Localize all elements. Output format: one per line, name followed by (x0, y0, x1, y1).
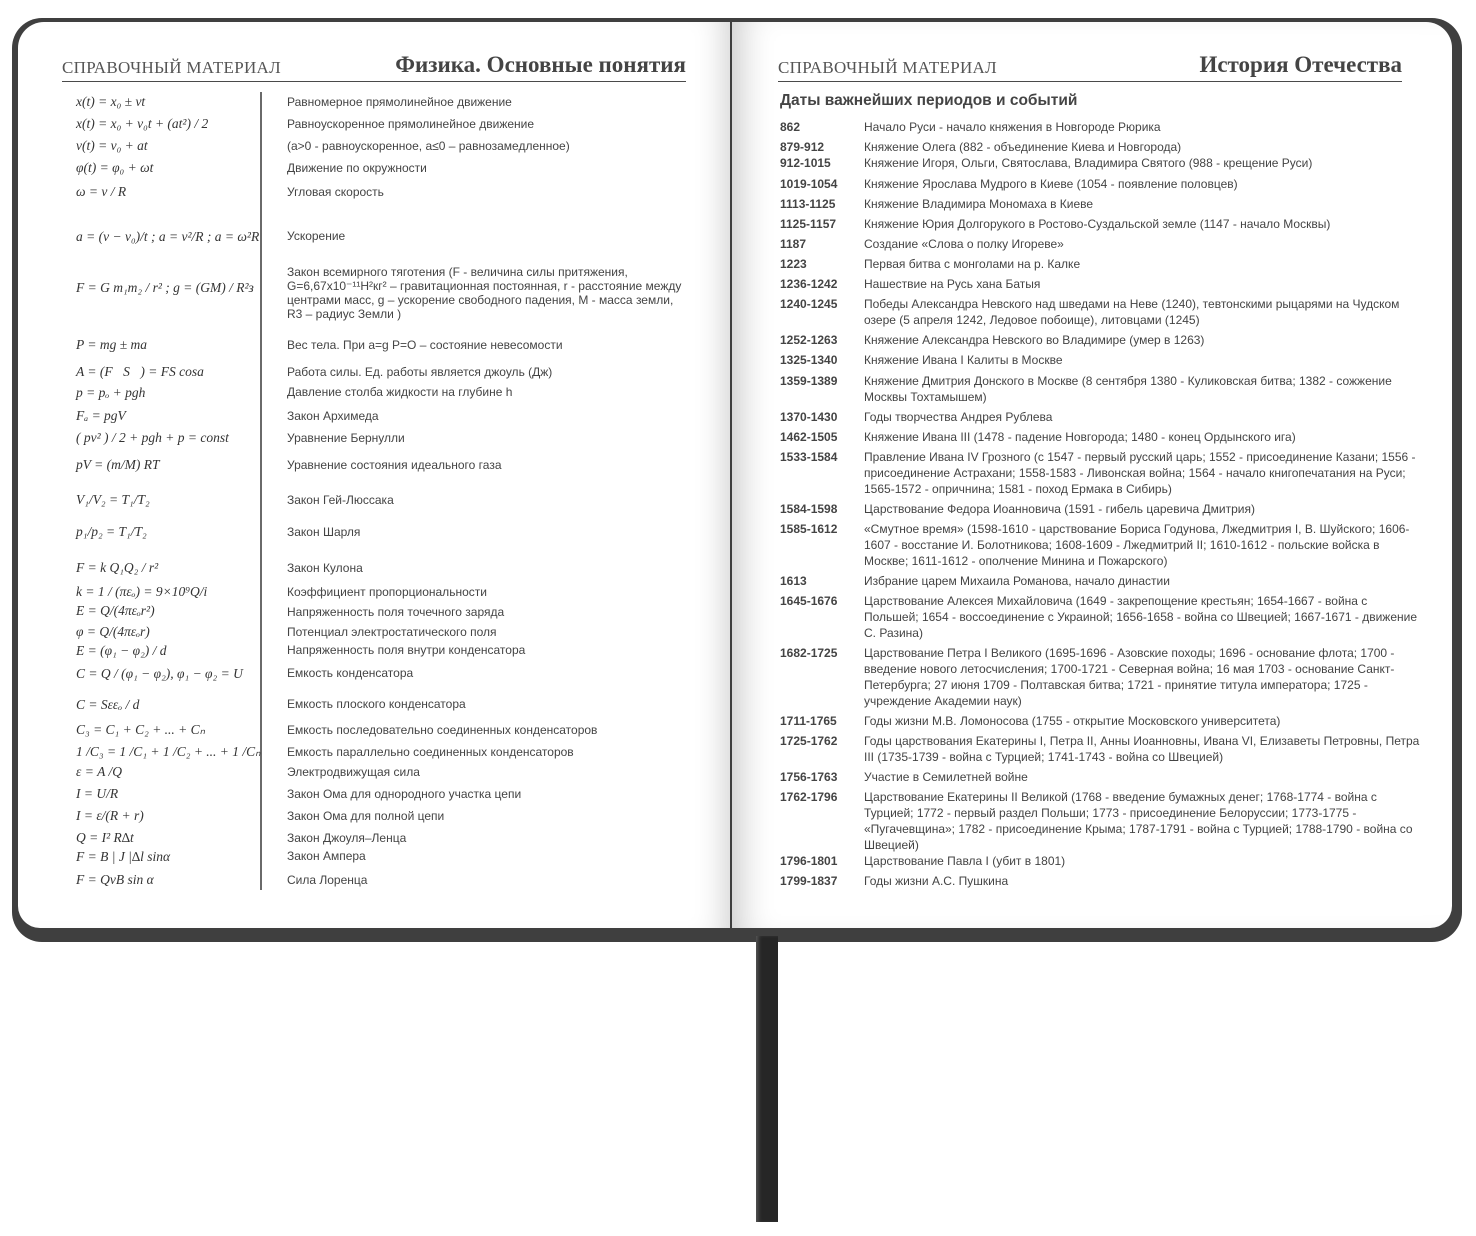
event-text: Княжение Игоря, Ольги, Святослава, Владимира Святого (988 - крещение Руси) (864, 156, 1313, 170)
formula-description: Коэффициент пропорциональности (287, 585, 487, 599)
event-text: Царствование Петра I Великого (1695-1696 - Азовские походы; 1696 - основание флота; 1700 - введение нового летосчисления; 1700-1721 - Северная война; 16 мая 1703 - основание Санкт-Петербурга; 27 июня 1709 - Полтавская битва; 1721 - принятие титула императора; 1725 - учреждение Академии наук) (864, 646, 1395, 708)
formula-description: Вес тела. При a=g P=O – состояние невесомости (287, 338, 563, 352)
formula-description: Закон Гей-Люссака (287, 493, 394, 507)
event-year: 1533-1584 (780, 450, 838, 464)
formula: F = k Q₁Q₂ / r² (76, 560, 159, 575)
formula: 1 /C₃ = 1 /C₁ + 1 /C₂ + ... + 1 /Cₙ (76, 744, 261, 759)
formula: I = ε/(R + r) (76, 808, 144, 823)
formula: C = Sεεₒ / d (76, 697, 140, 712)
event-text: Победы Александра Невского над шведами на Неве (1240), тевтонскими рыцарями на Чудском озере (5 апреля 1242, Ледовое побоище), литовцами (1245) (864, 297, 1400, 327)
formula-description: Закон Ампера (287, 849, 366, 863)
formula: Q = I² R∆t (76, 830, 134, 845)
formula-description: Сила Лоренца (287, 873, 368, 887)
formula-description: Напряженность поля точечного заряда (287, 605, 505, 619)
formula: P = mg ± ma (76, 337, 148, 352)
formula-description: Равноускоренное прямолинейное движение (287, 117, 535, 131)
formula: ω = v / R (76, 184, 127, 199)
event-text: Годы творчества Андрея Рублева (864, 410, 1053, 424)
formula: x(t) = x₀ ± vt (76, 94, 146, 109)
formula-description: Емкость последовательно соединенных конденсаторов (287, 723, 598, 737)
event-text: Годы царствования Екатерины I, Петра II, Анны Иоанновны, Ивана VI, Елизаветы Петровны, Петра III (1735-1739 - война с Турцией; 1741-1743 - война со Швецией) (864, 734, 1420, 764)
event-text: Годы жизни А.С. Пушкина (864, 874, 1009, 888)
formula-description: Закон Шарля (287, 525, 361, 539)
event-year: 1796-1801 (780, 854, 838, 868)
event-year: 879-912 (780, 140, 825, 154)
event-text: Годы жизни М.В. Ломоносова (1755 - открытие Московского университета) (864, 714, 1281, 728)
event-year: 1187 (780, 237, 807, 251)
event-year: 1236-1242 (780, 277, 838, 291)
event-text: Княжение Юрия Долгорукого в Ростово-Суздальской земле (1147 - начало Москвы) (864, 217, 1331, 231)
formula: ε = A /Q (76, 764, 123, 779)
event-year: 862 (780, 120, 801, 134)
event-year: 1799-1837 (780, 874, 838, 888)
formula-description: Напряженность поля внутри конденсатора (287, 643, 526, 657)
event-year: 1113-1125 (780, 197, 836, 211)
formula: ( pv² ) / 2 + pgh + p = const (76, 430, 229, 445)
formula: p₁/p₂ = T₁/T₂ (76, 524, 147, 539)
left-page-physics (18, 22, 730, 928)
formula-description: Электродвижущая сила (287, 765, 420, 779)
formula: a = (v − v₀)/t ; a = v²/R ; a = ω²R (76, 229, 260, 244)
event-text: Царствование Алексея Михайловича (1649 - закрепощение крестьян; 1654-1667 - война с Польшей; 1654 - воссоединение с Украиной; 1656-1658 - война со Швецией; 1667-1671 - движение С. Разина) (864, 594, 1418, 640)
event-text: Правление Ивана IV Грозного (с 1547 - первый русский царь; 1552 - присоединение Казани; 1556 - присоединение Астрахани; 1558-1583 - Ливонская война; 1564 - начало книгопечатания на Руси; 1565-1572 - опричнина; 1581 - поход Ермака в Сибирь) (864, 450, 1416, 496)
formula: E = (φ₁ − φ₂) / d (76, 643, 167, 658)
event-year: 912-1015 (780, 156, 831, 170)
event-year: 1762-1796 (780, 790, 838, 804)
column-divider (260, 92, 262, 890)
event-text: Царствование Федора Иоанновича (1591 - гибель царевича Дмитрия) (864, 502, 1255, 516)
event-year: 1370-1430 (780, 410, 838, 424)
formula: pV = (m/M) RT (76, 457, 160, 472)
formula-description: Давление столба жидкости на глубине h (287, 385, 513, 399)
event-year: 1019-1054 (780, 177, 838, 191)
formula-description: Закон всемирного тяготения (F - величина силы притяжения, G=6,67x10⁻¹¹Н²кг² – гравитационная постоянная, r - расстояние между центрами масс, g – ускорение свободного падения, M - масса земли, R3 – радиус Земли ) (287, 265, 682, 321)
event-year: 1711-1765 (780, 714, 837, 728)
event-year: 1240-1245 (780, 297, 838, 311)
formula: k = 1 / (πεₒ) = 9×10⁹Q/i (76, 584, 208, 599)
event-text: Начало Руси - начало княжения в Новгороде Рюрика (864, 120, 1161, 134)
event-text: Участие в Семилетней войне (864, 770, 1028, 784)
event-text: Княжение Олега (882 - объединение Киева и Новгорода) (864, 140, 1182, 154)
formula-description: Закон Архимеда (287, 409, 379, 423)
formula: E = Q/(4πεₒr²) (76, 603, 155, 618)
event-year: 1756-1763 (780, 770, 838, 784)
formula: v(t) = v₀ + at (76, 138, 148, 153)
event-text: Княжение Александра Невского во Владимире (умер в 1263) (864, 333, 1205, 347)
formula-description: Ускорение (287, 229, 346, 243)
right-header-subtitle: СПРАВОЧНЫЙ МАТЕРИАЛ (778, 58, 997, 77)
formula-description: Потенциал электростатического поля (287, 625, 497, 639)
event-year: 1645-1676 (780, 594, 838, 608)
event-year: 1125-1157 (780, 217, 837, 231)
formula: F = G m₁m₂ / r² ; g = (GM) / R²з (76, 280, 254, 295)
formula-description: Емкость параллельно соединенных конденсаторов (287, 745, 574, 759)
event-year: 1325-1340 (780, 353, 838, 367)
formula: p = pₒ + pgh (76, 385, 146, 400)
event-year: 1725-1762 (780, 734, 838, 748)
formula: I = U/R (76, 786, 119, 801)
left-header-title: Физика. Основные понятия (395, 52, 686, 77)
formula: C₃ = C₁ + C₂ + ... + Cₙ (76, 722, 206, 737)
event-year: 1359-1389 (780, 374, 838, 388)
event-text: Избрание царем Михаила Романова, начало династии (864, 574, 1170, 588)
formula: A = (F⃗S⃗) = FS cosa (76, 364, 204, 379)
formula: Fₐ = pgV (76, 408, 126, 423)
event-year: 1584-1598 (780, 502, 838, 516)
formula: F = QvB sin α (76, 872, 154, 887)
bookmark-ribbon (756, 936, 778, 1222)
formula-description: Закон Ома для полной цепи (287, 809, 445, 823)
event-year: 1252-1263 (780, 333, 838, 347)
left-header-subtitle: СПРАВОЧНЫЙ МАТЕРИАЛ (62, 58, 281, 77)
formula-description: Закон Джоуля–Ленца (287, 831, 407, 845)
event-text: Княжение Ивана I Калиты в Москве (864, 353, 1063, 367)
event-text: Первая битва с монголами на р. Калке (864, 257, 1081, 271)
event-text: Княжение Ивана III (1478 - падение Новгорода; 1480 - конец Ордынского ига) (864, 430, 1296, 444)
formula-description: Закон Ома для однородного участка цепи (287, 787, 522, 801)
left-page-header (62, 52, 686, 82)
event-text: Княжение Дмитрия Донского в Москве (8 сентября 1380 - Куликовская битва; 1382 - сожжение Москвы Тохтамышем) (864, 374, 1392, 404)
event-text: Создание «Слова о полку Игореве» (864, 237, 1064, 251)
right-page-history (732, 22, 1452, 928)
formula-description: Закон Кулона (287, 561, 363, 575)
formula-description: Равномерное прямолинейное движение (287, 95, 512, 109)
formula-description: Угловая скорость (287, 185, 384, 199)
event-year: 1585-1612 (780, 522, 838, 536)
event-text: «Смутное время» (1598-1610 - царствование Бориса Годунова, Лжедмитрия I, В. Шуйского; 1606-1607 - восстание И. Болотникова; 1608-1609 - Лжедмитрий II; 1610-1612 - польские войска в Москве; 1611-1612 - ополчение Минина и Пожарского) (864, 522, 1410, 568)
formula-description: (a>0 - равноускоренное, a≤0 – равнозамедленное) (287, 139, 570, 153)
event-text: Царствование Павла I (убит в 1801) (864, 854, 1066, 868)
formula: V₁/V₂ = T₁/T₂ (76, 492, 150, 507)
event-year: 1613 (780, 574, 807, 588)
event-text: Княжение Ярослава Мудрого в Киеве (1054 - появление половцев) (864, 177, 1238, 191)
event-year: 1223 (780, 257, 807, 271)
formula-description: Емкость плоского конденсатора (287, 697, 466, 711)
formula: φ = Q/(4πεₒr) (76, 624, 150, 639)
formula-description: Емкость конденсатора (287, 666, 414, 680)
formula-description: Движение по окружности (287, 161, 427, 175)
formula: x(t) = x₀ + v₀t + (at²) / 2 (76, 116, 209, 131)
event-text: Княжение Владимира Мономаха в Киеве (864, 197, 1094, 211)
formula-description: Уравнение состояния идеального газа (287, 458, 502, 472)
formula: C = Q / (φ₁ − φ₂), φ₁ − φ₂ = U (76, 666, 243, 681)
event-year: 1682-1725 (780, 646, 838, 660)
event-year: 1462-1505 (780, 430, 838, 444)
right-header-title: История Отечества (1199, 52, 1402, 77)
formula-description: Работа силы. Ед. работы является джоуль (Дж) (287, 365, 553, 379)
event-text: Царствование Екатерины II Великой (1768 - введение бумажных денег; 1768-1774 - война с Турцией; 1772 - первый раздел Польши; 1773 - присоединение Белоруссии; 1773-1775 - «Пугачевщина»; 1782 - присоединение Крыма; 1787-1791 - война с Турцией; 1788-1790 - война со Швецией) (864, 790, 1413, 852)
event-text: Нашествие на Русь хана Батыя (864, 277, 1041, 291)
right-page-header (778, 52, 1402, 82)
formula-description: Уравнение Бернулли (287, 431, 405, 445)
section-title: Даты важнейших периодов и событий (780, 92, 1078, 109)
formula: F = B | J |∆l sinα (76, 849, 171, 864)
formula: φ(t) = φ₀ + ωt (76, 160, 154, 175)
